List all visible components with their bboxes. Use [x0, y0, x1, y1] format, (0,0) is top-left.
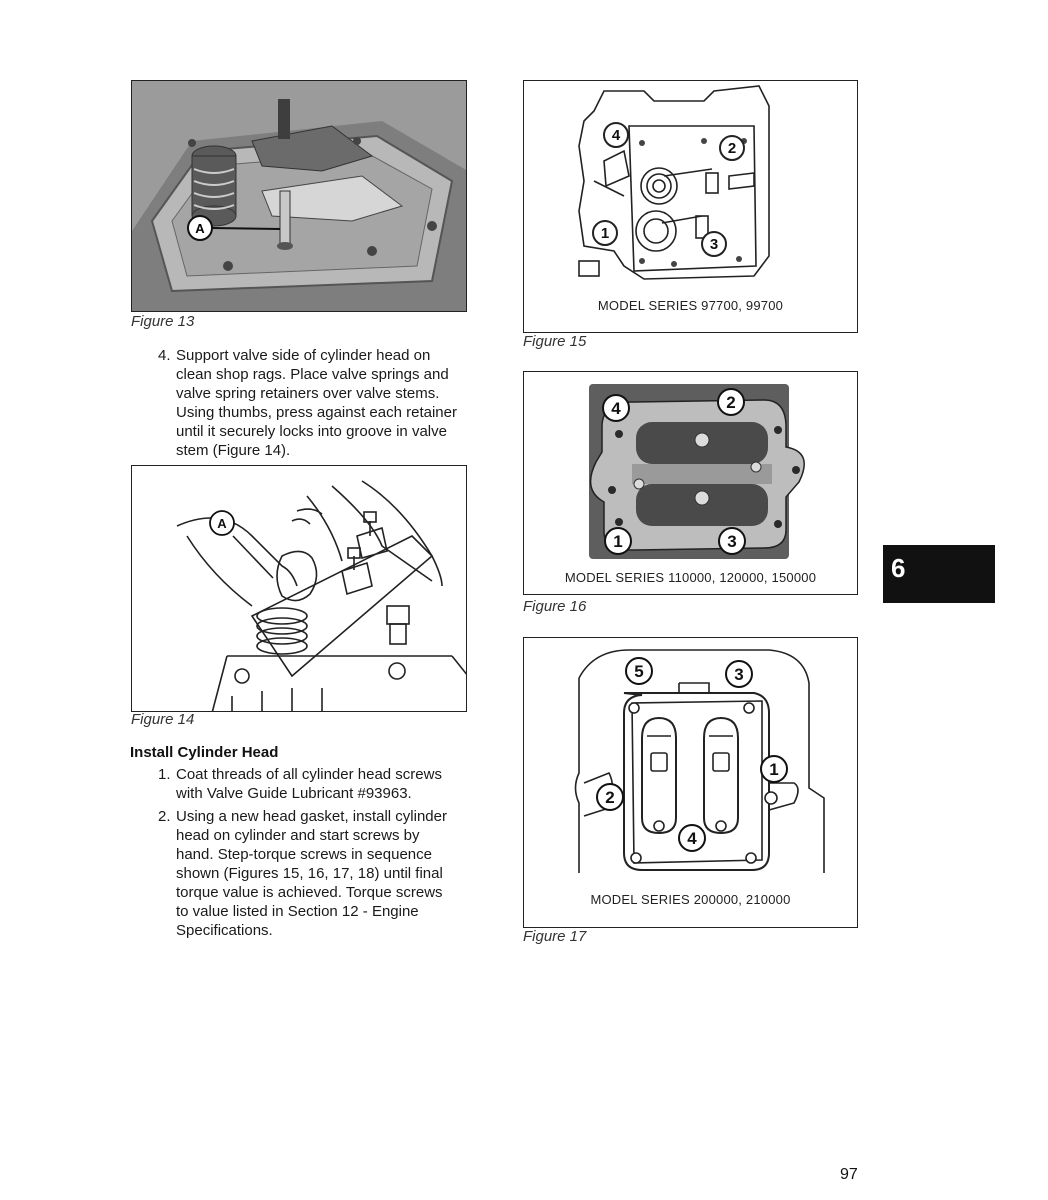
figure-16-caption: Figure 16 — [523, 598, 587, 615]
svg-text:1: 1 — [600, 225, 610, 242]
svg-text:1: 1 — [769, 760, 779, 779]
svg-text:3: 3 — [734, 665, 744, 684]
figure-16 — [523, 371, 858, 595]
figure-14-caption: Figure 14 — [131, 711, 195, 728]
figure-14-drawing — [132, 466, 467, 712]
step-4-line: until it securely locks into groove in valve — [176, 423, 447, 440]
figure-14 — [131, 465, 467, 712]
figure-17-drawing — [524, 638, 858, 928]
step-4-line: Using thumbs, press against each retainer — [176, 404, 457, 421]
svg-text:4: 4 — [611, 399, 621, 418]
svg-text:A: A — [217, 516, 227, 531]
figure-16-photo — [524, 372, 858, 595]
figure-15-caption: Figure 15 — [523, 333, 587, 350]
section-tab-number: 6 — [891, 553, 906, 583]
figure-17-callouts — [597, 658, 787, 851]
step-4-line: Support valve side of cylinder head on — [176, 347, 431, 364]
figure-16-model-series: MODEL SERIES 110000, 120000, 150000 — [564, 570, 817, 585]
figure-13-caption: Figure 13 — [131, 313, 195, 330]
figure-17-caption: Figure 17 — [523, 928, 587, 945]
step-4-number: 4. — [158, 347, 171, 364]
install-step-2-line: shown (Figures 15, 16, 17, 18) until final — [176, 865, 443, 882]
figure-17 — [523, 637, 858, 928]
svg-text:3: 3 — [709, 236, 719, 253]
install-step-1-line: Coat threads of all cylinder head screws — [176, 766, 442, 783]
figure-15-drawing — [524, 81, 858, 333]
install-step-2-line: to value listed in Section 12 - Engine — [176, 903, 419, 920]
page-number: 97 — [840, 1166, 858, 1183]
svg-text:1: 1 — [613, 532, 623, 551]
section-heading: Install Cylinder Head — [130, 744, 279, 761]
figure-17-model-series: MODEL SERIES 200000, 210000 — [590, 892, 791, 907]
figure-15-model-series: MODEL SERIES 97700, 99700 — [597, 298, 784, 313]
install-step-2-line: head on cylinder and start screws by — [176, 827, 420, 844]
section-tab — [883, 545, 995, 603]
step-4-line: valve spring retainers over valve stems. — [176, 385, 440, 402]
install-step-2-line: Specifications. — [176, 922, 273, 939]
figure-15 — [523, 80, 858, 333]
svg-text:A: A — [195, 221, 205, 236]
svg-text:3: 3 — [727, 532, 737, 551]
install-step-2-line: Using a new head gasket, install cylinder — [176, 808, 447, 825]
svg-text:4: 4 — [687, 829, 697, 848]
svg-text:5: 5 — [634, 662, 644, 681]
svg-text:2: 2 — [605, 788, 615, 807]
figure-13-photo — [132, 81, 467, 312]
figure-13 — [131, 80, 467, 312]
svg-text:2: 2 — [727, 140, 737, 157]
install-step-1-number: 1. — [158, 766, 171, 783]
svg-text:4: 4 — [611, 127, 621, 144]
svg-text:2: 2 — [726, 393, 736, 412]
install-step-2-number: 2. — [158, 808, 171, 825]
install-step-1-line: with Valve Guide Lubricant #93963. — [176, 785, 412, 802]
install-step-2-line: hand. Step-torque screws in sequence — [176, 846, 432, 863]
step-4-line: stem (Figure 14). — [176, 442, 291, 459]
install-step-2-line: torque value is achieved. Torque screws — [176, 884, 443, 901]
step-4-line: clean shop rags. Place valve springs and — [176, 366, 449, 383]
